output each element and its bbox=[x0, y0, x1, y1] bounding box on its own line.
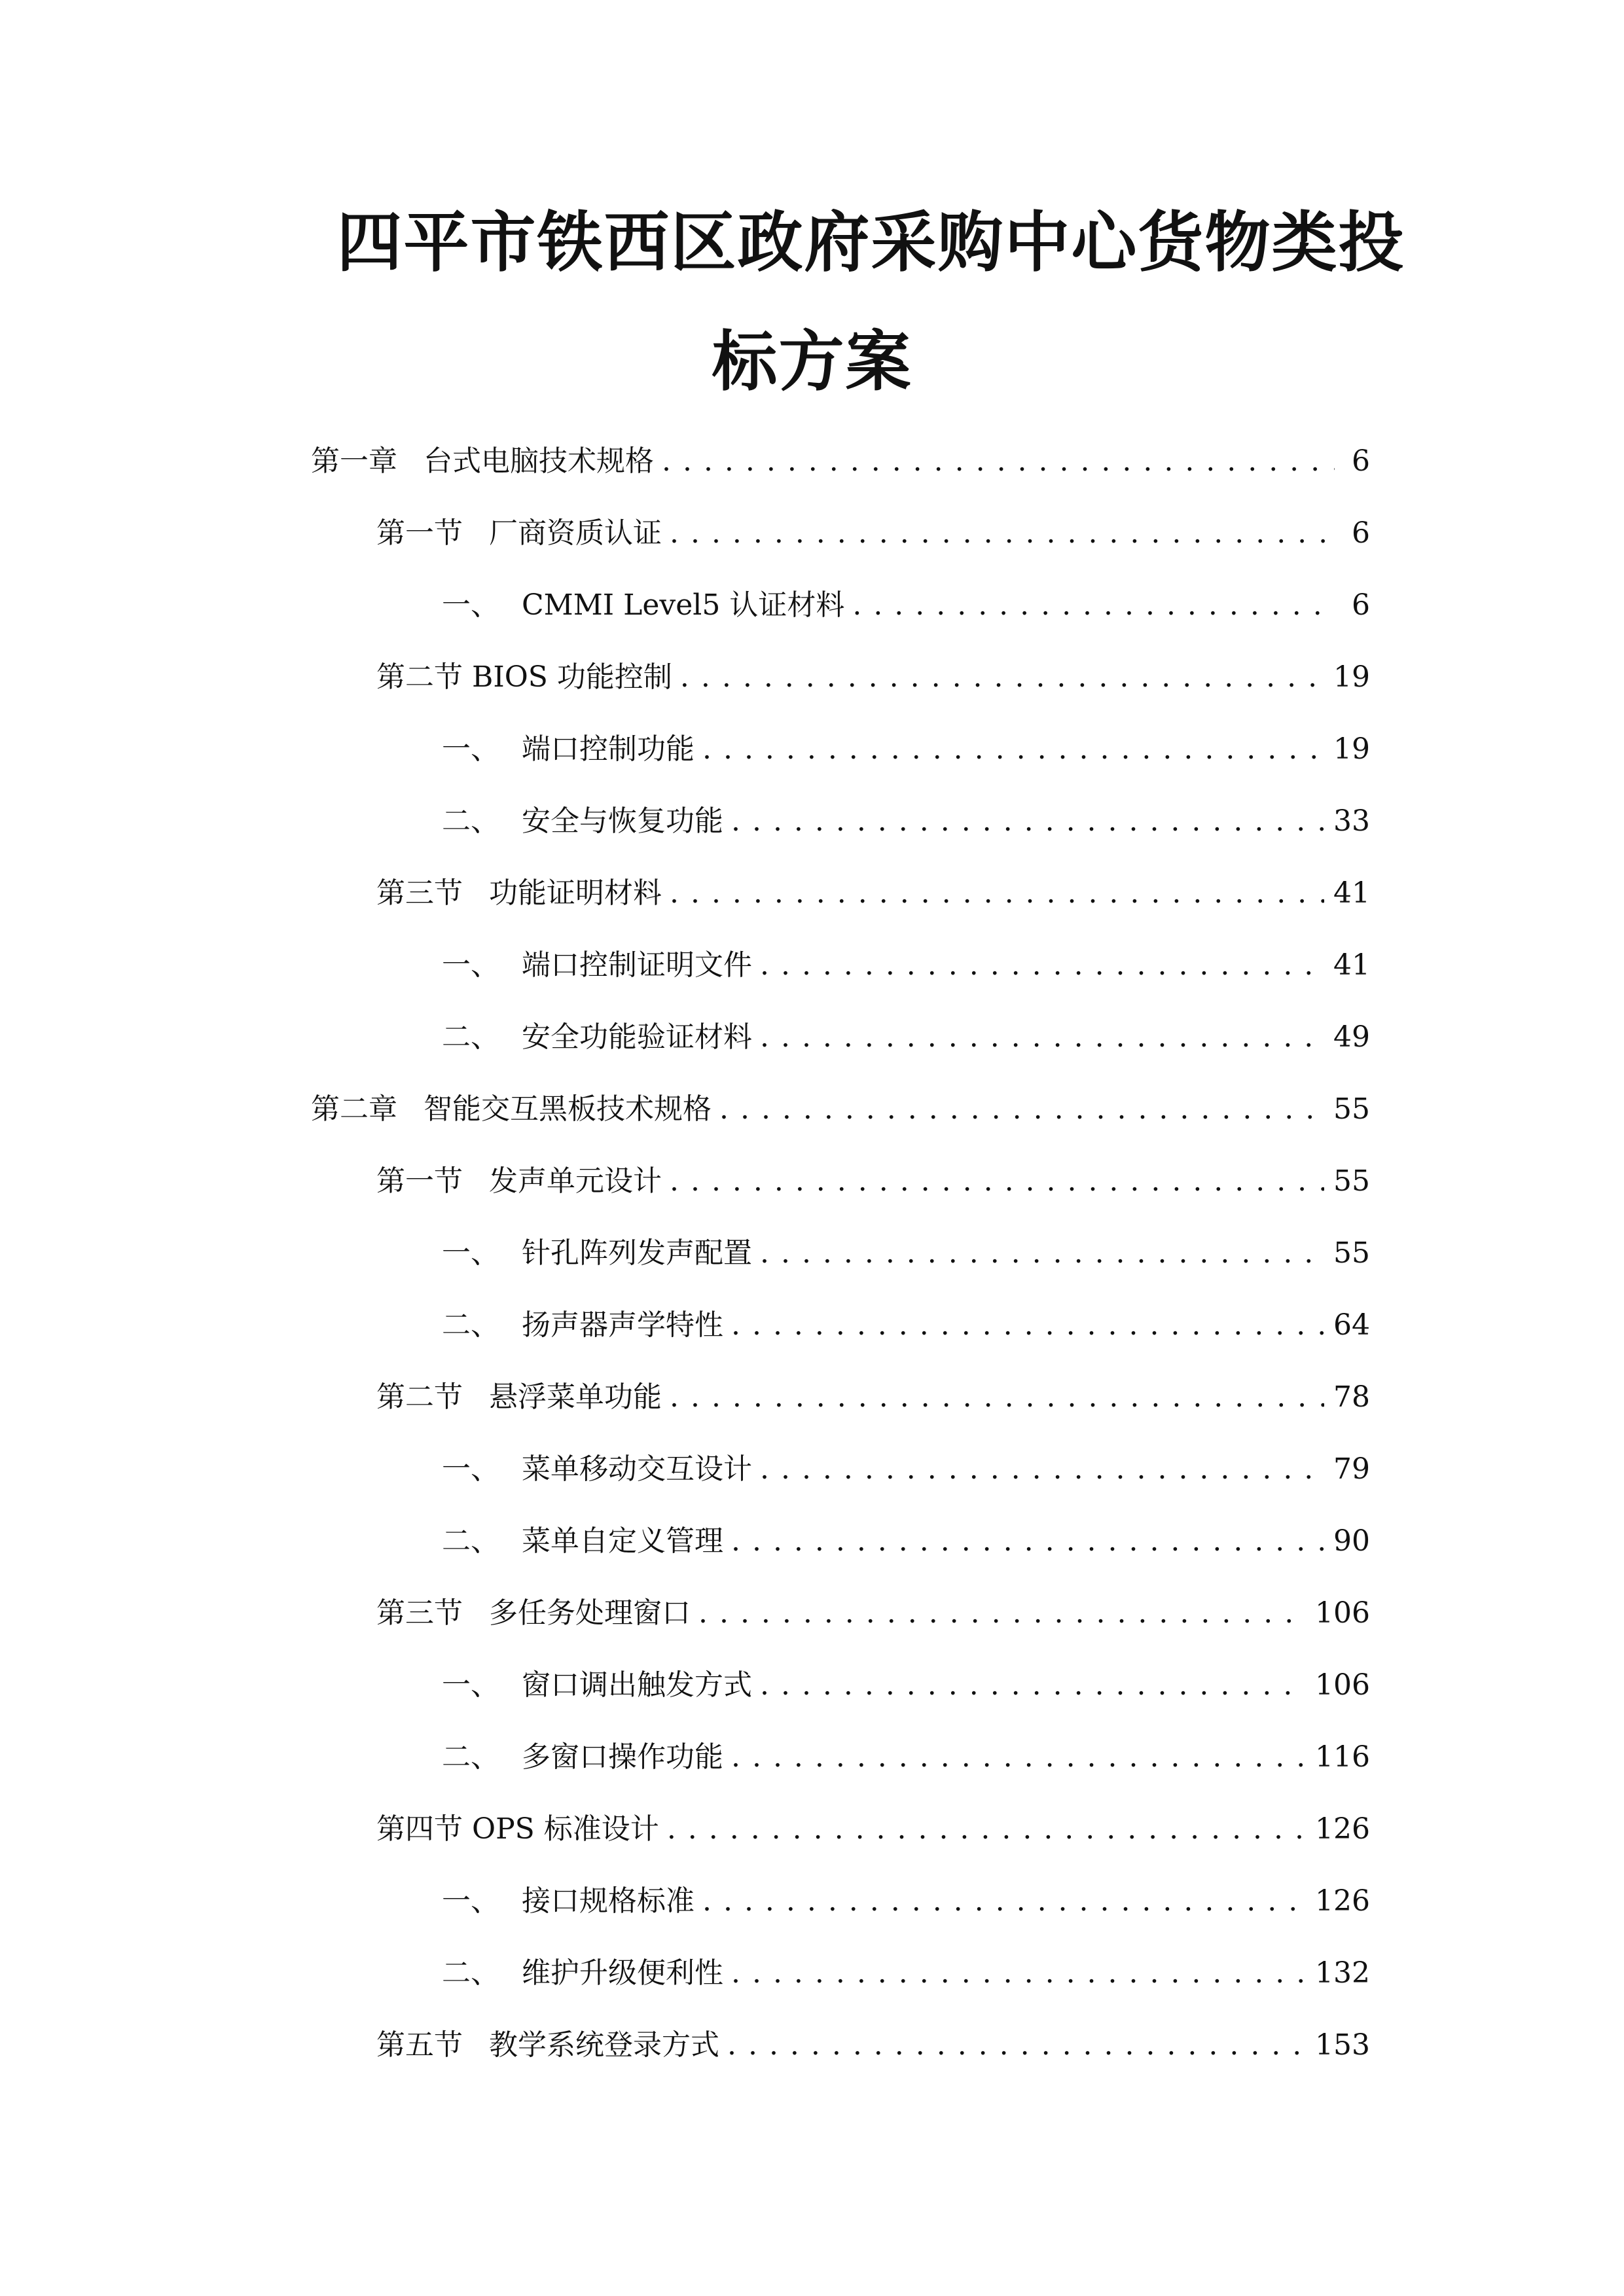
document-title-line1: 四平市铁西区政府采购中心货物类投 bbox=[336, 204, 1405, 281]
toc-entry-number: 一、 bbox=[442, 1452, 499, 1486]
toc-entry-label: 针孔阵列发声配置 bbox=[522, 1236, 752, 1270]
toc-entry[interactable] bbox=[376, 648, 1370, 707]
toc-entry-page-number: 41 bbox=[1333, 876, 1370, 910]
toc-entry-label: OPS 标准设计 bbox=[472, 1812, 659, 1846]
toc-entry-number: 二、 bbox=[442, 1524, 499, 1558]
toc-entry-page-number: 6 bbox=[1352, 444, 1370, 478]
toc-dot-leader bbox=[852, 576, 1335, 635]
toc-entry-label: BIOS 功能控制 bbox=[472, 660, 672, 694]
toc-dot-leader bbox=[680, 648, 1324, 707]
toc-entry-label: 扬声器声学特性 bbox=[522, 1308, 723, 1342]
toc-dot-leader bbox=[670, 864, 1324, 923]
toc-entry-label: 发声单元设计 bbox=[489, 1164, 662, 1198]
toc-entry-label: 菜单移动交互设计 bbox=[522, 1452, 752, 1486]
toc-entry-label: 智能交互黑板技术规格 bbox=[424, 1092, 712, 1126]
toc-entry-number: 第五节 bbox=[376, 2028, 463, 2062]
toc-entry[interactable] bbox=[442, 1224, 1370, 1283]
toc-entry[interactable] bbox=[376, 864, 1370, 923]
toc-entry-page-number: 49 bbox=[1333, 1020, 1370, 1054]
toc-dot-leader bbox=[719, 1080, 1324, 1139]
toc-dot-leader bbox=[670, 504, 1335, 563]
toc-entry-page-number: 55 bbox=[1333, 1164, 1370, 1198]
toc-entry-label: 台式电脑技术规格 bbox=[424, 444, 654, 478]
toc-dot-leader bbox=[760, 936, 1324, 995]
toc-entry-label: 接口规格标准 bbox=[522, 1884, 695, 1918]
toc-entry[interactable] bbox=[442, 1512, 1370, 1571]
toc-entry-page-number: 153 bbox=[1315, 2028, 1370, 2062]
toc-entry[interactable] bbox=[376, 1800, 1370, 1859]
toc-entry[interactable] bbox=[442, 1656, 1370, 1715]
toc-entry-label: 维护升级便利性 bbox=[522, 1956, 723, 1990]
toc-entry-label: 窗口调出触发方式 bbox=[522, 1668, 752, 1702]
toc-entry-page-number: 64 bbox=[1333, 1308, 1370, 1342]
toc-entry-number: 一、 bbox=[442, 948, 499, 982]
toc-entry[interactable] bbox=[376, 504, 1370, 563]
toc-entry-page-number: 6 bbox=[1352, 516, 1370, 550]
toc-dot-leader bbox=[731, 1512, 1324, 1571]
toc-dot-leader bbox=[731, 1296, 1324, 1355]
toc-entry-page-number: 106 bbox=[1315, 1668, 1370, 1702]
toc-entry[interactable] bbox=[442, 720, 1370, 779]
toc-entry-label: 多窗口操作功能 bbox=[522, 1740, 723, 1774]
toc-dot-leader bbox=[760, 1008, 1324, 1067]
toc-entry[interactable] bbox=[311, 432, 1370, 491]
toc-entry[interactable] bbox=[442, 576, 1370, 635]
toc-entry-number: 一、 bbox=[442, 732, 499, 766]
toc-entry-label: 端口控制证明文件 bbox=[522, 948, 752, 982]
toc-entry-number: 一、 bbox=[442, 588, 499, 622]
toc-entry-page-number: 33 bbox=[1333, 804, 1370, 838]
toc-entry[interactable] bbox=[376, 1584, 1370, 1643]
toc-entry-number: 第二节 bbox=[376, 1380, 463, 1414]
toc-entry-number: 二、 bbox=[442, 1740, 499, 1774]
toc-dot-leader bbox=[662, 432, 1335, 491]
toc-entry[interactable] bbox=[442, 1440, 1370, 1499]
toc-entry[interactable] bbox=[376, 2016, 1370, 2075]
toc-entry-number: 第二章 bbox=[311, 1092, 397, 1126]
toc-entry-number: 第三节 bbox=[376, 1596, 463, 1630]
toc-entry-page-number: 41 bbox=[1333, 948, 1370, 982]
toc-entry-page-number: 116 bbox=[1315, 1740, 1370, 1774]
toc-dot-leader bbox=[670, 1152, 1324, 1211]
toc-entry-label: CMMI Level5 认证材料 bbox=[522, 588, 845, 622]
toc-dot-leader bbox=[731, 792, 1324, 851]
toc-entry[interactable] bbox=[376, 1152, 1370, 1211]
toc-dot-leader bbox=[731, 1728, 1306, 1787]
toc-entry[interactable] bbox=[442, 792, 1370, 851]
toc-entry-page-number: 78 bbox=[1333, 1380, 1370, 1414]
toc-entry[interactable] bbox=[376, 1368, 1370, 1427]
toc-dot-leader bbox=[702, 720, 1324, 779]
toc-entry[interactable] bbox=[442, 1296, 1370, 1355]
toc-entry-number: 第二节 bbox=[376, 660, 463, 694]
toc-entry-label: 菜单自定义管理 bbox=[522, 1524, 723, 1558]
toc-entry[interactable] bbox=[311, 1080, 1370, 1139]
toc-entry-number: 一、 bbox=[442, 1668, 499, 1702]
toc-entry-page-number: 90 bbox=[1333, 1524, 1370, 1558]
toc-entry-label: 安全功能验证材料 bbox=[522, 1020, 752, 1054]
toc-entry[interactable] bbox=[442, 1872, 1370, 1931]
toc-entry[interactable] bbox=[442, 936, 1370, 995]
toc-entry-number: 二、 bbox=[442, 1020, 499, 1054]
toc-dot-leader bbox=[760, 1656, 1306, 1715]
toc-entry-page-number: 19 bbox=[1333, 660, 1370, 694]
toc-entry-page-number: 19 bbox=[1333, 732, 1370, 766]
toc-entry-number: 二、 bbox=[442, 1956, 499, 1990]
toc-entry-number: 二、 bbox=[442, 804, 499, 838]
toc-entry-label: 功能证明材料 bbox=[489, 876, 662, 910]
toc-dot-leader bbox=[670, 1368, 1324, 1427]
toc-entry-label: 教学系统登录方式 bbox=[489, 2028, 719, 2062]
toc-entry-number: 第一节 bbox=[376, 1164, 463, 1198]
toc-entry-page-number: 55 bbox=[1333, 1092, 1370, 1126]
toc-dot-leader bbox=[698, 1584, 1306, 1643]
toc-entry-label: 安全与恢复功能 bbox=[522, 804, 723, 838]
toc-entry-label: 多任务处理窗口 bbox=[489, 1596, 691, 1630]
toc-entry-number: 第三节 bbox=[376, 876, 463, 910]
document-title-line2: 标方案 bbox=[712, 323, 912, 400]
toc-entry[interactable] bbox=[442, 1944, 1370, 2003]
toc-entry[interactable] bbox=[442, 1008, 1370, 1067]
toc-dot-leader bbox=[702, 1872, 1306, 1931]
toc-entry-number: 二、 bbox=[442, 1308, 499, 1342]
toc-entry-label: 端口控制功能 bbox=[522, 732, 695, 766]
toc-entry-page-number: 126 bbox=[1315, 1884, 1370, 1918]
toc-entry-number: 第一章 bbox=[311, 444, 397, 478]
toc-dot-leader bbox=[667, 1800, 1306, 1859]
toc-entry-page-number: 79 bbox=[1333, 1452, 1370, 1486]
toc-entry-number: 第一节 bbox=[376, 516, 463, 550]
toc-entry-label: 悬浮菜单功能 bbox=[489, 1380, 662, 1414]
toc-dot-leader bbox=[760, 1224, 1324, 1283]
toc-entry-number: 一、 bbox=[442, 1884, 499, 1918]
toc-entry-page-number: 6 bbox=[1352, 588, 1370, 622]
toc-entry-page-number: 55 bbox=[1333, 1236, 1370, 1270]
toc-entry[interactable] bbox=[442, 1728, 1370, 1787]
toc-dot-leader bbox=[727, 2016, 1306, 2075]
toc-entry-page-number: 126 bbox=[1315, 1812, 1370, 1846]
toc-entry-number: 第四节 bbox=[376, 1812, 463, 1846]
toc-entry-page-number: 106 bbox=[1315, 1596, 1370, 1630]
toc-dot-leader bbox=[731, 1944, 1306, 2003]
toc-dot-leader bbox=[760, 1440, 1324, 1499]
toc-entry-label: 厂商资质认证 bbox=[489, 516, 662, 550]
toc-entry-number: 一、 bbox=[442, 1236, 499, 1270]
toc-entry-page-number: 132 bbox=[1315, 1956, 1370, 1990]
